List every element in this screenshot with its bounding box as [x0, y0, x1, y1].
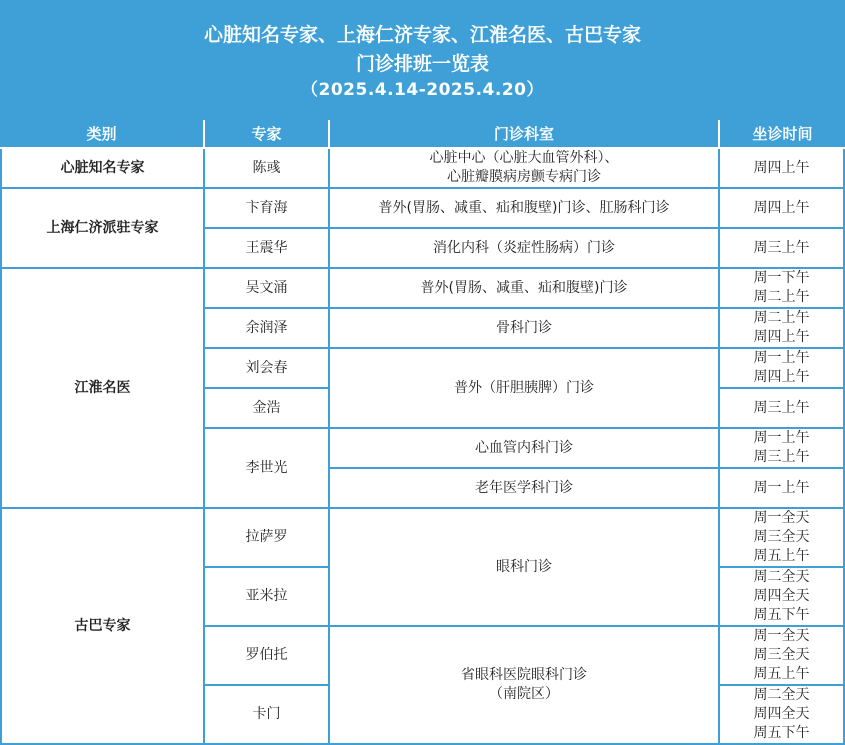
time-cell: 周一上午: [720, 469, 845, 509]
header-banner: [0, 0, 845, 120]
column-header-department: 门诊科室: [330, 120, 720, 149]
doctor-cell: 卡门: [205, 686, 330, 745]
doctor-cell: 余润泽: [205, 309, 330, 349]
time-cell: 周三上午: [720, 389, 845, 429]
doctor-cell: 拉萨罗: [205, 509, 330, 568]
time-cell: 周三上午: [720, 229, 845, 269]
category-cell: 心脏知名专家: [0, 149, 205, 189]
time-line: 周五上午: [753, 548, 810, 564]
department-cell: 老年医学科门诊: [330, 469, 720, 509]
time-line: 周三上午: [753, 449, 810, 465]
time-line: 周五下午: [753, 725, 810, 741]
department-cell: [330, 627, 720, 745]
time-line: 周四上午: [753, 369, 810, 385]
doctor-cell: 卞育海: [205, 189, 330, 229]
time-cell: [720, 309, 845, 349]
department-line: （南院区）: [489, 686, 559, 702]
time-line: 周一全天: [753, 628, 810, 644]
department-cell: 眼科门诊: [330, 509, 720, 627]
time-cell: [720, 509, 845, 568]
time-cell: 周四上午: [720, 149, 845, 189]
time-line: 周四上午: [753, 329, 810, 345]
doctor-cell: 刘会春: [205, 349, 330, 389]
doctor-cell: 罗伯托: [205, 627, 330, 686]
category-cell: 古巴专家: [0, 509, 205, 745]
time-cell: [720, 627, 845, 686]
time-line: 周五上午: [753, 666, 810, 682]
doctor-cell: 王震华: [205, 229, 330, 269]
doctor-cell: 亚米拉: [205, 568, 330, 627]
department-cell: 普外（肝胆胰脾）门诊: [330, 349, 720, 429]
time-cell: 周四上午: [720, 189, 845, 229]
column-header-doctor: 专家: [205, 120, 330, 149]
column-header-time: 坐诊时间: [720, 120, 845, 149]
page-title: 心脏知名专家、上海仁济专家、江淮名医、古巴专家: [203, 24, 641, 46]
time-cell: [720, 349, 845, 389]
date-range: （2025.4.14-2025.4.20）: [301, 80, 544, 100]
table-row: [0, 269, 845, 309]
time-line: 周三全天: [753, 529, 810, 545]
department-cell: [330, 149, 720, 189]
table-row: [0, 149, 845, 189]
doctor-cell: 陈彧: [205, 149, 330, 189]
time-line: 周二上午: [753, 289, 810, 305]
department-cell: 骨科门诊: [330, 309, 720, 349]
department-cell: 普外(胃肠、减重、疝和腹壁)门诊、肛肠科门诊: [330, 189, 720, 229]
category-cell: 上海仁济派驻专家: [0, 189, 205, 269]
table-row: [0, 509, 845, 568]
time-line: 周五下午: [753, 607, 810, 623]
department-line: 心脏中心（心脏大血管外科）、: [429, 150, 619, 166]
doctor-cell: 金浩: [205, 389, 330, 429]
time-line: 周三全天: [753, 647, 810, 663]
time-cell: [720, 568, 845, 627]
time-cell: [720, 429, 845, 469]
time-line: 周二全天: [753, 569, 810, 585]
time-line: 周一下午: [753, 270, 810, 286]
doctor-cell: 李世光: [205, 429, 330, 509]
time-line: 周一上午: [753, 350, 810, 366]
time-line: 周一上午: [753, 430, 810, 446]
time-line: 周四全天: [753, 588, 810, 604]
table-header-row: [0, 120, 845, 149]
table-row: [0, 189, 845, 229]
department-line: 省眼科医院眼科门诊: [461, 667, 587, 683]
department-cell: 消化内科（炎症性肠病）门诊: [330, 229, 720, 269]
category-cell: 江淮名医: [0, 269, 205, 509]
time-cell: [720, 269, 845, 309]
department-cell: 心血管内科门诊: [330, 429, 720, 469]
doctor-cell: 吴文涌: [205, 269, 330, 309]
time-line: 周一全天: [753, 510, 810, 526]
time-line: 周二上午: [753, 310, 810, 326]
schedule-table: [0, 120, 845, 745]
time-line: 周二全天: [753, 687, 810, 703]
time-cell: [720, 686, 845, 745]
time-line: 周四全天: [753, 706, 810, 722]
department-line: 心脏瓣膜病房颤专病门诊: [447, 169, 601, 185]
department-cell: 普外(胃肠、减重、疝和腹壁)门诊: [330, 269, 720, 309]
column-header-category: 类别: [0, 120, 205, 149]
page-subtitle: 门诊排班一览表: [355, 53, 489, 75]
